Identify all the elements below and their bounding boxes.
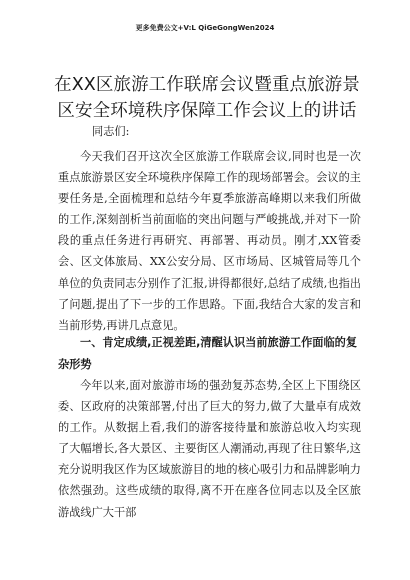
section-heading-1: 一、肯定成绩,正视差距,清醒认识当前旅游工作面临的复杂形势 bbox=[58, 336, 358, 371]
document-title: 在XX区旅游工作联席会议暨重点旅游景区安全环境秩序保障工作会议上的讲话 bbox=[54, 75, 360, 121]
salutation: 同志们: bbox=[92, 125, 130, 138]
header-note: 更多免费公文+V:L QiGeGongWen2024 bbox=[135, 24, 275, 32]
paragraph-1: 今天我们召开这次全区旅游工作联席会议,同时也是一次重点旅游景区安全环境秩序保障工作的现场部署会。会议的主要任务是,全面梳理和总结今年夏季旅游高峰期以来我们所做的工作,深刻剖析当前面临的突出问题与严峻挑战,并对下一阶段的重点任务进行再研究、再部署、再动员。刚才,XX管委会、区文体旅局、XX公安分局、区市场局、区城管局等几个单位的负责同志分别作了汇报,讲得都很好,总结了成绩,也指出了问题,提出了下一步的工作思路。下面,我结合大家的发言和当前形势,再讲几点意见。 bbox=[58, 150, 361, 332]
paragraph-2: 今年以来,面对旅游市场的强劲复苏态势,全区上下围绕区委、区政府的决策部署,付出了巨大的努力,做了大量卓有成效的工作。从数据上看,我们的游客接待量和旅游总收入均实现了大幅增长,各大景区、主要街区人潮涌动,再现了往日繁华,这充分说明我区作为区域旅游目的地的核心吸引力和品牌影响力依然强劲。这些成绩的取得,离不开在座各位同志以及全区旅游战线广大干部 bbox=[58, 379, 361, 519]
